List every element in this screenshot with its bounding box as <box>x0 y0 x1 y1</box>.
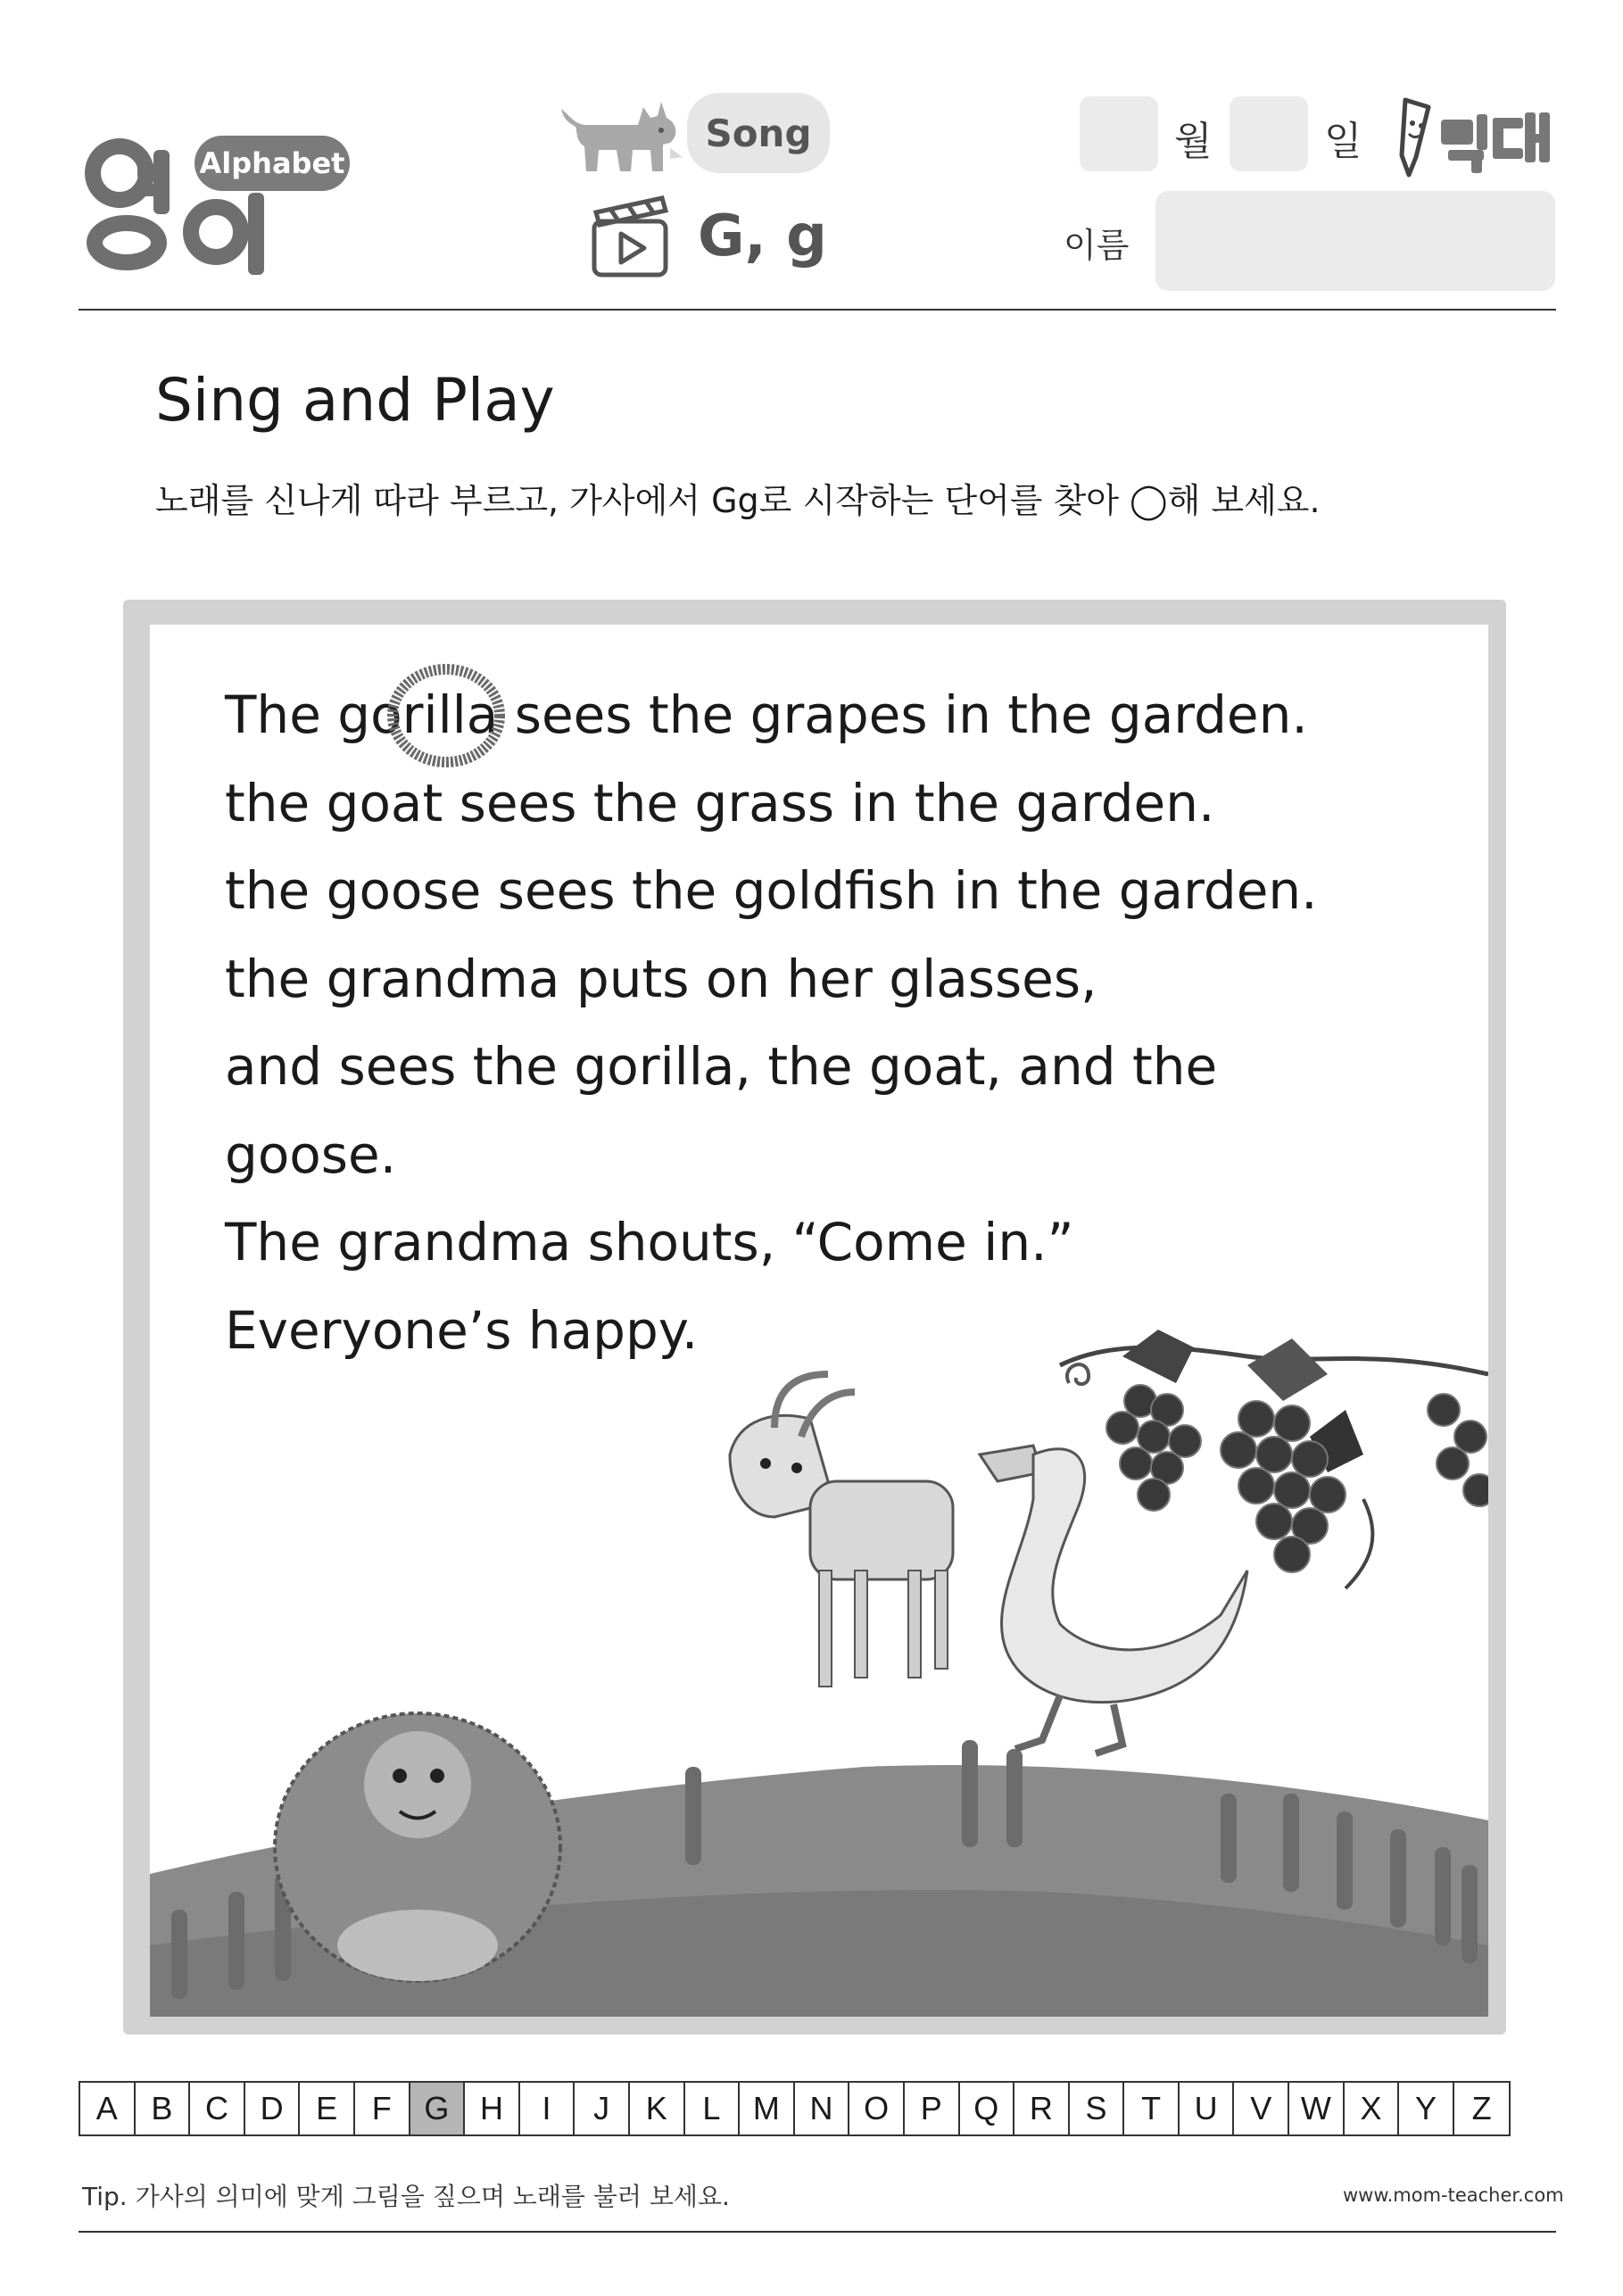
month-label: 월 <box>1174 119 1213 164</box>
header-divider <box>79 309 1556 311</box>
alphabet-cell-h[interactable]: H <box>465 2083 520 2134</box>
footer-divider <box>79 2231 1556 2233</box>
alphabet-cell-d[interactable]: D <box>245 2083 301 2134</box>
gorilla-icon <box>275 1713 560 1981</box>
pencil-mascot-icon <box>1402 100 1428 175</box>
alphabet-cell-b[interactable]: B <box>136 2083 191 2134</box>
song-label: Song <box>687 93 830 173</box>
video-icon[interactable] <box>591 191 671 280</box>
alphabet-cell-y[interactable]: Y <box>1399 2083 1454 2134</box>
alphabet-cell-u[interactable]: U <box>1180 2083 1235 2134</box>
goat-icon <box>730 1374 953 1687</box>
alphabet-cell-e[interactable]: E <box>300 2083 355 2134</box>
day-input[interactable] <box>1230 96 1308 171</box>
day-label: 일 <box>1324 119 1362 164</box>
alphabet-cell-x[interactable]: X <box>1345 2083 1400 2134</box>
alphabet-cell-s[interactable]: S <box>1070 2083 1125 2134</box>
brand-logo <box>1387 93 1557 182</box>
alphabet-cell-r[interactable]: R <box>1014 2083 1070 2134</box>
lyric-line[interactable]: the goose sees the goldfish in the garden. <box>225 860 1318 921</box>
grapes-icon <box>1060 1330 1488 1588</box>
example-circle-mark <box>382 659 510 773</box>
alphabet-cell-w[interactable]: W <box>1289 2083 1345 2134</box>
alphabet-cell-i[interactable]: I <box>520 2083 576 2134</box>
month-input[interactable] <box>1080 96 1158 171</box>
name-label: 이름 <box>1064 226 1130 265</box>
alphabet-cell-z[interactable]: Z <box>1471 2090 1492 2126</box>
section-title: Sing and Play <box>155 366 555 435</box>
name-input[interactable] <box>1155 191 1555 291</box>
lyric-line[interactable]: The gorilla sees the grapes in the garden. <box>225 684 1308 745</box>
alphabet-cell-v[interactable]: V <box>1234 2083 1289 2134</box>
lyric-line[interactable]: goose. <box>225 1123 397 1185</box>
alphabet-cell-k[interactable]: K <box>630 2083 685 2134</box>
cat-icon <box>558 96 683 177</box>
alphabet-cell-o[interactable]: O <box>849 2083 905 2134</box>
website-text[interactable]: www.mom-teacher.com <box>1343 2184 1564 2206</box>
goose-icon <box>980 1446 1247 1753</box>
alphabet-row <box>79 2081 1511 2136</box>
alphabet-badge: Alphabet <box>195 136 350 191</box>
tip-text: Tip. 가사의 의미에 맞게 그림을 짚으며 노래를 불러 보세요. <box>82 2182 730 2211</box>
lyric-line[interactable]: Everyone’s happy. <box>225 1299 699 1361</box>
lyric-line[interactable]: the grandma puts on her glasses, <box>225 948 1097 1009</box>
alphabet-cell-a[interactable]: A <box>80 2083 136 2134</box>
alphabet-cell-j[interactable]: J <box>575 2083 630 2134</box>
alphabet-cell-p[interactable]: P <box>905 2083 960 2134</box>
alphabet-cell-l[interactable]: L <box>685 2083 741 2134</box>
alphabet-cell-g[interactable]: G <box>410 2083 466 2134</box>
alphabet-cell-t[interactable]: T <box>1124 2083 1180 2134</box>
alphabet-cell-m[interactable]: M <box>740 2083 795 2134</box>
lyric-line[interactable]: The grandma shouts, “Come in.” <box>225 1212 1074 1272</box>
instruction-text: 노래를 신나게 따라 부르고, 가사에서 Gg로 시작하는 단어를 찾아 ◯해 보세요. <box>155 481 1321 520</box>
alphabet-cell-q[interactable]: Q <box>960 2083 1015 2134</box>
letter-title: G, g <box>698 203 827 269</box>
alphabet-cell-f[interactable]: F <box>355 2083 410 2134</box>
garden-illustration <box>150 1321 1488 2017</box>
lyric-line[interactable]: the goat sees the grass in the garden. <box>225 772 1215 833</box>
alphabet-cell-n[interactable]: N <box>795 2083 850 2134</box>
lyric-line[interactable]: and sees the gorilla, the goat, and the <box>225 1036 1218 1097</box>
alphabet-cell-c[interactable]: C <box>190 2083 245 2134</box>
lyrics <box>225 671 1318 1374</box>
